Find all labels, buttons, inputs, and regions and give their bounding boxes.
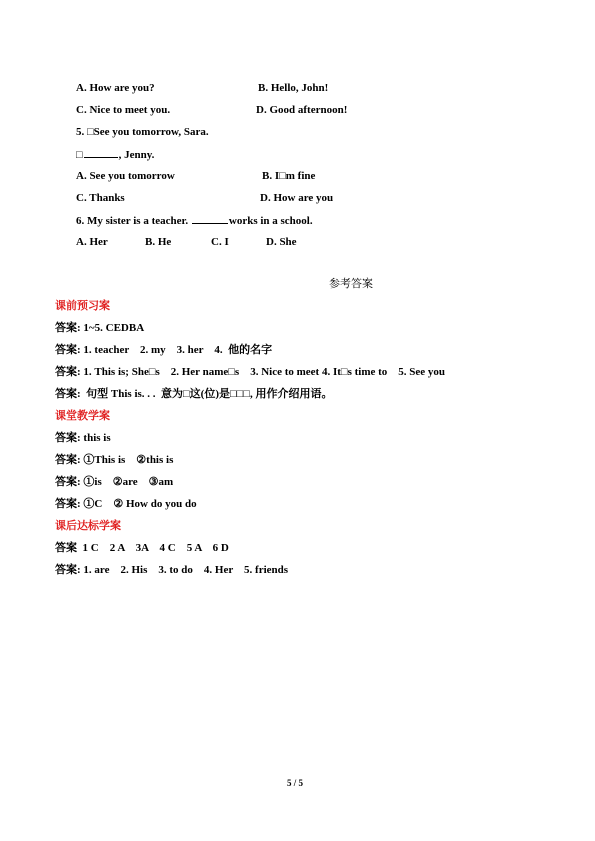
q4-option-a: A. How are you?	[76, 82, 155, 94]
answer-line: 答案: ①C ② How do you do	[55, 498, 197, 510]
section-heading-classroom: 课堂教学案	[55, 410, 110, 422]
answer-line: 答案: 1. teacher 2. my 3. her 4. 他的名字	[55, 344, 273, 356]
section-heading-preview: 课前预习案	[55, 300, 110, 312]
q4-option-c: C. Nice to meet you.	[76, 104, 171, 116]
q6-option-d: D. She	[266, 236, 297, 248]
answer-line: 答案 1 C 2 A 3A 4 C 5 A 6 D	[55, 542, 229, 554]
answer-line: 答案: this is	[55, 432, 111, 444]
page-number: 5 / 5	[287, 778, 304, 788]
answer-line: 答案: 1. This is; She□s 2. Her name□s 3. Nice to meet 4. It□s time to 5. See you	[55, 366, 446, 378]
q5-reply	[76, 148, 154, 162]
q5-option-c: C. Thanks	[76, 192, 125, 204]
q5-reply-rest: , Jenny.	[118, 149, 155, 161]
q5-option-b: B. I□m fine	[262, 170, 316, 182]
q6-option-a: A. Her	[76, 236, 108, 248]
answer-line: 答案: 1~5. CEDBA	[55, 322, 145, 334]
q6-prompt	[76, 214, 313, 228]
q6-prompt-before: 6. My sister is a teacher.	[76, 215, 189, 227]
q4-option-b: B. Hello, John!	[258, 82, 329, 94]
q6-prompt-after: works in a school.	[228, 215, 313, 227]
answer-line: 答案: 句型 This is. . . 意为□这(位)是□□□, 用作介绍用语。	[55, 388, 333, 400]
q6-option-c: C. I	[211, 236, 229, 248]
q5-prompt: 5. □See you tomorrow, Sara.	[76, 126, 209, 138]
answer-key-title: 参考答案	[329, 278, 373, 290]
q6-option-b: B. He	[145, 236, 172, 248]
q5-option-a: A. See you tomorrow	[76, 170, 175, 182]
answer-blank	[192, 214, 228, 224]
answer-line: 答案: ①This is ②this is	[55, 454, 174, 466]
q4-option-d: D. Good afternoon!	[256, 104, 348, 116]
answer-line: 答案: 1. are 2. His 3. to do 4. Her 5. friends	[55, 564, 289, 576]
answer-line: 答案: ①is ②are ③am	[55, 476, 174, 488]
answer-blank	[84, 148, 118, 158]
section-heading-after-class: 课后达标学案	[55, 520, 121, 532]
q5-reply-box: □	[76, 149, 83, 161]
q5-option-d: D. How are you	[260, 192, 334, 204]
